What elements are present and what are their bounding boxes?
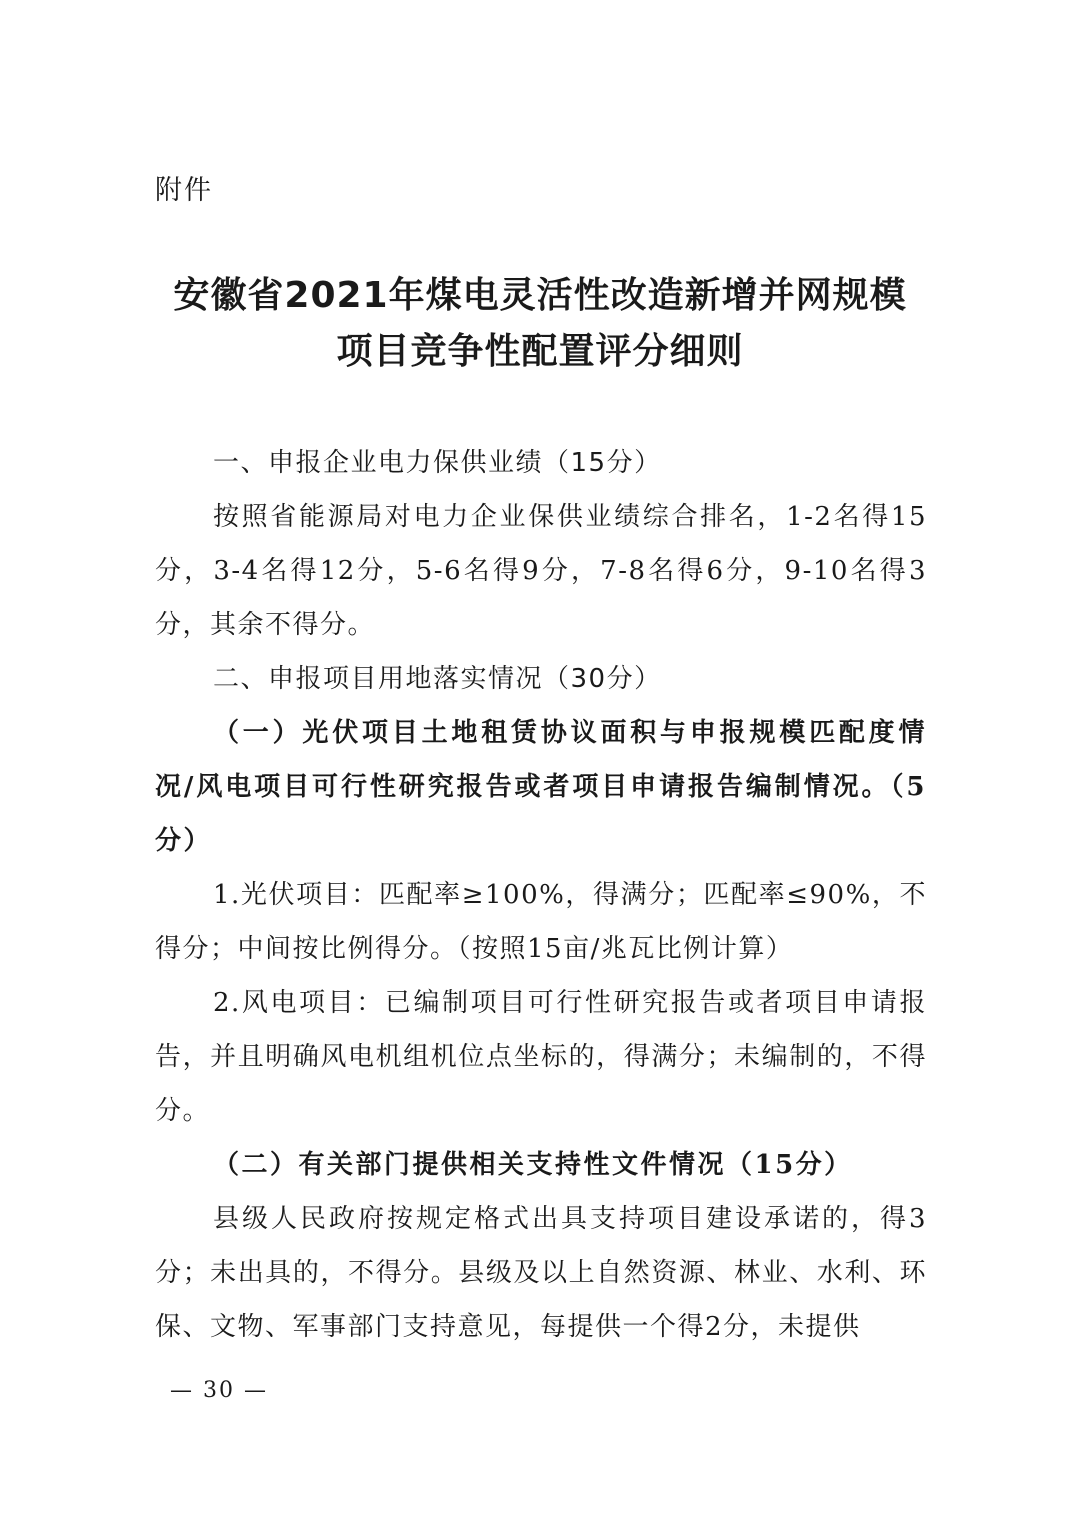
section-2-sub-1-item-2: 2.风电项目：已编制项目可行性研究报告或者项目申请报告，并且明确风电机组机位点坐标的，得满分；未编制的，不得分。 bbox=[155, 988, 927, 1126]
attachment-label: 附件 bbox=[155, 175, 213, 206]
document-title bbox=[120, 268, 960, 380]
section-2-sub-2-heading: （二）有关部门提供相关支持性文件情况（15分） bbox=[213, 1150, 853, 1180]
section-2-sub-1-item-1: 1.光伏项目：匹配率≥100%，得满分；匹配率≤90%，不得分；中间按比例得分。（按照15亩/兆瓦比例计算） bbox=[155, 880, 927, 964]
title-line-1: 安徽省2021年煤电灵活性改造新增并网规模 bbox=[173, 275, 907, 316]
title-line-2: 项目竞争性配置评分细则 bbox=[336, 331, 744, 372]
document-body bbox=[155, 436, 927, 1354]
page-number: — 30 — bbox=[170, 1378, 268, 1403]
section-1-paragraph: 按照省能源局对电力企业保供业绩综合排名，1-2名得15分，3-4名得12分，5-6名得9分，7-8名得6分，9-10名得3分，其余不得分。 bbox=[155, 502, 927, 640]
section-2-sub-2-paragraph: 县级人民政府按规定格式出具支持项目建设承诺的，得3分；未出具的，不得分。县级及以上自然资源、林业、水利、环保、文物、军事部门支持意见，每提供一个得2分，未提供 bbox=[155, 1204, 927, 1342]
section-1-heading: 一、申报企业电力保供业绩（15分） bbox=[213, 448, 662, 478]
section-2-heading: 二、申报项目用地落实情况（30分） bbox=[213, 664, 662, 694]
section-2-sub-1-heading: （一）光伏项目土地租赁协议面积与申报规模匹配度情况/风电项目可行性研究报告或者项目申请报告编制情况。（5分） bbox=[155, 718, 927, 856]
